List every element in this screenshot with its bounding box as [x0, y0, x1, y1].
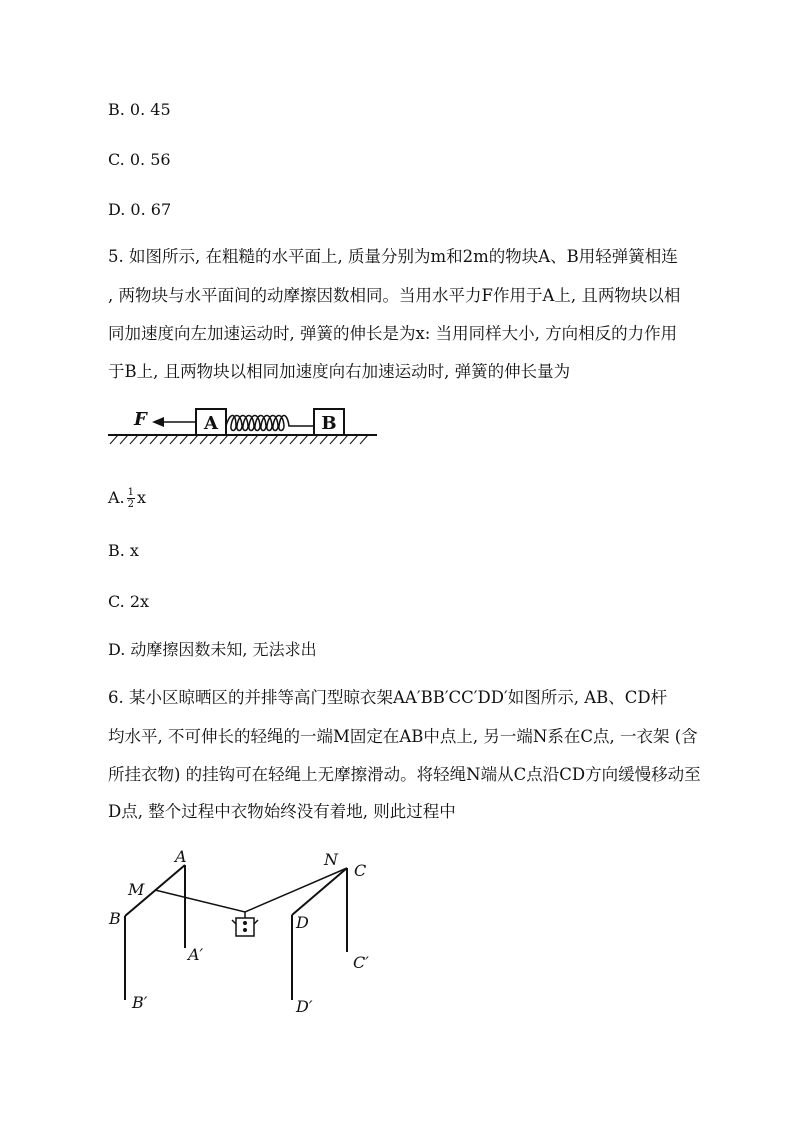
q5-option-a: [108, 487, 146, 510]
q6-clothes-rack-figure: [100, 840, 390, 1025]
label-d: D: [296, 913, 309, 932]
label-d-prime: D′: [296, 997, 313, 1016]
q5-option-a-prefix: A.: [108, 488, 125, 507]
q5-option-d: D. 动摩擦因数未知, 无法求出: [108, 640, 317, 659]
q5-option-c: C. 2x: [108, 592, 150, 611]
label-b-prime: B′: [132, 993, 148, 1012]
q5-option-b: B. x: [108, 541, 139, 560]
block-a-label: A: [204, 413, 218, 434]
q5-option-a-fraction: [127, 487, 135, 510]
label-a-prime: A′: [188, 945, 204, 964]
q4-option-b: B. 0. 45: [108, 100, 171, 119]
q6-line-4: D点, 整个过程中衣物始终没有着地, 则此过程中: [108, 802, 456, 821]
label-m: M: [128, 880, 145, 899]
ground-hatching: [110, 435, 368, 444]
rope-mn: [155, 868, 347, 912]
q5-line-3: 同加速度向左加速运动时, 弹簧的伸长是为x: 当用同样大小, 方向相反的力作用: [108, 324, 678, 343]
q5-spring-blocks-figure: [100, 400, 390, 450]
q5-option-a-variable: x: [137, 488, 147, 507]
label-a: A: [175, 847, 187, 866]
fraction-denominator: 2: [127, 499, 135, 510]
label-c-prime: C′: [353, 953, 369, 972]
q4-option-c: C. 0. 56: [108, 150, 171, 169]
q4-option-d: D. 0. 67: [108, 200, 172, 219]
q6-line-3: 所挂衣物) 的挂钩可在轻绳上无摩擦滑动。将轻绳N端从C点沿CD方向缓慢移动至: [108, 765, 701, 784]
q6-line-1: 6. 某小区晾晒区的并排等高门型晾衣架AA′BB′CC′DD′如图所示, AB、CD杆: [108, 688, 668, 707]
q5-line-2: , 两物块与水平面间的动摩擦因数相同。当用水平力F作用于A上, 且两物块以相: [108, 286, 681, 305]
label-b: B: [109, 909, 121, 928]
q5-line-1: 5. 如图所示, 在粗糙的水平面上, 质量分别为m和2m的物块A、B用轻弹簧相连: [108, 247, 678, 266]
q5-line-4: 于B上, 且两物块以相同加速度向右加速运动时, 弹簧的伸长量为: [108, 362, 571, 381]
label-n: N: [324, 850, 338, 869]
fraction-numerator: 1: [127, 487, 135, 498]
q6-line-2: 均水平, 不可伸长的轻绳的一端M固定在AB中点上, 另一端N系在C点, 一衣架 (含: [108, 727, 698, 746]
rod-cd: [292, 868, 347, 915]
spring-coil: [226, 416, 314, 431]
block-b-label: B: [321, 413, 337, 434]
force-label: F: [134, 409, 147, 430]
label-c: C: [354, 861, 367, 880]
clothes-hanger: [232, 912, 258, 936]
force-arrow-head: [152, 417, 164, 427]
